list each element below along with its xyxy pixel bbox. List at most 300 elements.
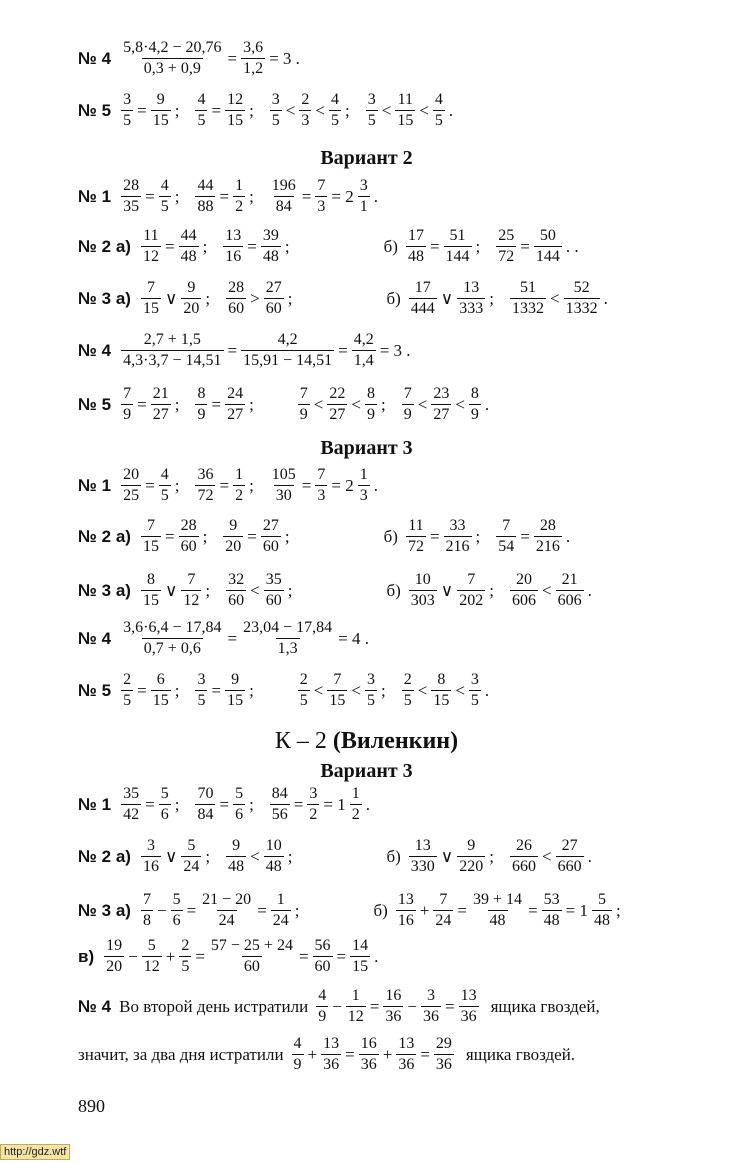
fraction-denominator: 1 [359, 198, 368, 215]
math-operator: . [484, 680, 490, 700]
fraction [195, 786, 215, 823]
fraction [270, 467, 298, 504]
fraction [395, 92, 415, 129]
fraction-numerator: 5 [147, 937, 156, 954]
fraction-numerator: 7 [403, 385, 412, 402]
fraction [209, 938, 295, 975]
heading-variant-3: Вариант 3 [320, 437, 413, 459]
fraction [104, 938, 124, 975]
fraction-numerator: 23 [433, 385, 450, 402]
fraction-denominator: 54 [498, 538, 515, 555]
math-operator: = 1 [323, 794, 346, 814]
math-operator: ∨ [164, 580, 178, 600]
fraction-numerator: 7 [299, 385, 308, 402]
fraction [179, 938, 191, 975]
fraction-numerator: 9 [156, 91, 165, 108]
fraction-numerator: 1 [359, 466, 368, 483]
math-operator: ; [489, 288, 494, 308]
fraction [350, 786, 362, 823]
math-operator: = 1 [565, 900, 588, 920]
text-fragment: б) [386, 288, 401, 308]
math-operator: . . [565, 236, 579, 256]
fraction [181, 838, 201, 875]
fraction [433, 892, 453, 929]
fraction-numerator: 44 [197, 177, 214, 194]
exercise-line [78, 1036, 581, 1073]
fraction-numerator: 56 [314, 937, 331, 954]
fraction [179, 518, 199, 555]
fraction-denominator: 15 [142, 538, 159, 555]
math-operator: = [369, 996, 380, 1016]
fraction [471, 892, 524, 929]
math-operator: = [457, 900, 468, 920]
fraction-denominator: 5 [123, 112, 132, 129]
heading-k2-prefix: К – 2 [274, 728, 327, 754]
math-operator: . [587, 846, 592, 866]
fraction-denominator: 2 [351, 806, 360, 823]
fraction [233, 786, 245, 823]
math-operator: = [336, 946, 347, 966]
math-operator: ; [174, 475, 180, 495]
fraction-denominator: 60 [228, 592, 245, 609]
fraction-numerator: 10 [265, 837, 282, 854]
fraction-denominator: 144 [535, 248, 560, 265]
fraction [171, 892, 183, 929]
math-operator: ; [287, 288, 293, 308]
fraction [592, 892, 612, 929]
fraction-numerator: 44 [180, 227, 197, 244]
fraction-numerator: 16 [360, 1035, 377, 1052]
fraction [225, 386, 245, 423]
fraction-denominator: 2 [235, 198, 244, 215]
fraction [358, 467, 370, 504]
math-operator: ; [380, 680, 386, 700]
fraction [457, 572, 485, 609]
fraction [121, 40, 223, 77]
fraction-denominator: 36 [385, 1008, 402, 1025]
exercise-line [78, 332, 413, 369]
math-operator: . [603, 288, 608, 308]
fraction-denominator: 60 [180, 538, 197, 555]
fraction-denominator: 36 [460, 1008, 477, 1025]
fraction [151, 672, 171, 709]
text-fragment: б) [373, 900, 388, 920]
math-operator: = [164, 526, 175, 546]
fraction-numerator: 22 [329, 385, 346, 402]
math-operator: < [455, 394, 465, 414]
exercise-line [78, 988, 606, 1025]
fraction-denominator: 20 [106, 958, 123, 975]
fraction [226, 838, 246, 875]
exercise-line [78, 518, 572, 555]
fraction [241, 332, 334, 369]
heading-variant-2: Вариант 2 [320, 147, 413, 169]
fraction-denominator: 27 [227, 406, 244, 423]
math-operator: = [227, 628, 238, 648]
fraction-numerator: 10 [414, 571, 431, 588]
exercise-line [78, 280, 610, 317]
math-operator: = [429, 236, 440, 256]
fraction [121, 92, 133, 129]
fraction [159, 467, 171, 504]
exercise-label: № 5 [78, 680, 112, 700]
math-operator: ; [202, 236, 208, 256]
exercise-label: № 2 а) [78, 236, 131, 256]
fraction [121, 386, 133, 423]
fraction-numerator: 7 [317, 466, 326, 483]
fraction-numerator: 7 [439, 891, 448, 908]
fraction-denominator: 12 [143, 958, 160, 975]
fraction [195, 92, 207, 129]
fraction-numerator: 11 [397, 91, 414, 108]
fraction-numerator: 36 [197, 466, 214, 483]
fraction [159, 178, 171, 215]
math-operator: − [128, 946, 138, 966]
fraction [141, 518, 161, 555]
fraction-numerator: 3,6 [243, 39, 264, 56]
fraction-numerator: 13 [463, 279, 480, 296]
math-operator: = [444, 996, 455, 1016]
fraction [534, 518, 562, 555]
fraction-denominator: 660 [557, 858, 582, 875]
math-operator: < [313, 394, 324, 414]
fraction [534, 228, 562, 265]
fraction [298, 672, 310, 709]
fraction-denominator: 36 [360, 1056, 377, 1073]
exercise-label: № 5 [78, 100, 112, 120]
fraction-numerator: 17 [407, 227, 424, 244]
fraction-denominator: 5 [160, 198, 169, 215]
math-operator: − [156, 900, 167, 920]
fraction [329, 92, 341, 129]
fraction [226, 280, 246, 317]
exercise-label: № 2 а) [78, 526, 131, 546]
fraction-numerator: 19 [106, 937, 123, 954]
fraction [406, 518, 426, 555]
fraction-denominator: 48 [489, 912, 506, 929]
fraction-denominator: 606 [557, 592, 582, 609]
exercise-line [78, 786, 372, 823]
math-operator: < [455, 680, 465, 700]
fraction-denominator: 3 [317, 198, 326, 215]
math-operator: ; [205, 846, 211, 866]
fraction [365, 386, 377, 423]
fraction [350, 938, 370, 975]
heading-variant-3-second: Вариант 3 [320, 760, 413, 782]
math-operator: = [227, 340, 238, 360]
fraction [270, 786, 290, 823]
exercise-line [78, 467, 380, 504]
fraction [383, 988, 403, 1025]
fraction-denominator: 9 [470, 406, 479, 423]
fraction-denominator: 84 [197, 806, 214, 823]
fraction-denominator: 48 [407, 248, 424, 265]
fraction-denominator: 27 [433, 406, 450, 423]
fraction-denominator: 6 [235, 806, 244, 823]
fraction [225, 92, 245, 129]
fraction-numerator: 27 [262, 517, 279, 534]
fraction [358, 178, 370, 215]
math-operator: . [484, 394, 490, 414]
fraction-numerator: 27 [561, 837, 578, 854]
fraction-numerator: 21 [152, 385, 169, 402]
fraction [313, 938, 333, 975]
math-operator: ; [202, 526, 208, 546]
math-operator: = [211, 394, 222, 414]
fraction [459, 988, 479, 1025]
fraction-numerator: 4 [330, 91, 339, 108]
fraction [457, 280, 485, 317]
math-operator: ∨ [440, 288, 454, 308]
fraction [270, 178, 298, 215]
fraction-denominator: 5 [434, 112, 443, 129]
fraction-denominator: 0,7 + 0,6 [143, 640, 201, 657]
fraction-denominator: 15 [227, 692, 244, 709]
fraction-denominator: 15 [142, 300, 159, 317]
fraction-numerator: 24 [227, 385, 244, 402]
fraction-denominator: 15 [329, 692, 346, 709]
fraction-denominator: 660 [511, 858, 536, 875]
math-operator: = [298, 946, 309, 966]
watermark-link[interactable]: http://gdz.wtf [0, 1144, 70, 1160]
math-operator: < [381, 100, 392, 120]
fraction [121, 178, 141, 215]
fraction-denominator: 0,3 + 0,9 [143, 60, 201, 77]
fraction [402, 386, 414, 423]
fraction-numerator: 21 − 20 [202, 891, 252, 908]
fraction-numerator: 70 [197, 785, 214, 802]
exercise-label: № 4 [78, 340, 112, 360]
math-operator: < [250, 580, 260, 600]
fraction-denominator: 48 [180, 248, 197, 265]
math-operator: = [257, 900, 267, 920]
fraction-numerator: 35 [265, 571, 282, 588]
fraction-numerator: 3 [271, 91, 280, 108]
fraction-numerator: 4 [293, 1035, 302, 1052]
fraction-numerator: 3 [123, 91, 132, 108]
text-fragment: ящика гвоздей, [490, 996, 600, 1016]
fraction-denominator: 72 [498, 248, 515, 265]
math-operator: ∨ [164, 846, 178, 866]
fraction [141, 892, 153, 929]
fraction [421, 988, 441, 1025]
exercise-label: № 4 [78, 996, 112, 1016]
math-operator: = [429, 526, 440, 546]
fraction-denominator: 15 [152, 112, 169, 129]
fraction-numerator: 3 [367, 91, 376, 108]
exercise-label: № 3 а) [78, 580, 131, 600]
fraction-denominator: 16 [225, 248, 242, 265]
text-fragment: значит, за два дня истратили [78, 1044, 284, 1064]
fraction [556, 572, 584, 609]
fraction-denominator: 15 [352, 958, 369, 975]
fraction-numerator: 35 [123, 785, 140, 802]
fraction [409, 838, 437, 875]
text-fragment: б) [386, 846, 401, 866]
fraction [241, 620, 334, 657]
fraction [315, 178, 327, 215]
fraction-denominator: 24 [272, 912, 289, 929]
fraction-denominator: 5 [470, 692, 479, 709]
fraction-numerator: 8 [366, 385, 375, 402]
fraction [264, 280, 284, 317]
fraction-denominator: 35 [123, 198, 140, 215]
fraction-numerator: 2 [299, 671, 308, 688]
fraction-numerator: 7 [123, 385, 132, 402]
fraction-denominator: 9 [403, 406, 412, 423]
exercise-line [78, 672, 491, 709]
fraction-denominator: 24 [435, 912, 452, 929]
fraction-denominator: 20 [183, 300, 200, 317]
exercise-label: № 2 а) [78, 846, 131, 866]
math-operator: . [374, 946, 379, 966]
fraction-numerator: 5 [187, 837, 196, 854]
math-operator: < [417, 394, 428, 414]
fraction [271, 892, 291, 929]
fraction-numerator: 51 [519, 279, 536, 296]
math-operator: + [307, 1044, 318, 1064]
fraction-denominator: 60 [262, 538, 279, 555]
math-operator: = [186, 900, 197, 920]
math-operator: − [407, 996, 417, 1016]
fraction-numerator: 2 [123, 671, 132, 688]
math-operator: + [382, 1044, 393, 1064]
fraction [151, 386, 171, 423]
fraction-denominator: 42 [123, 806, 140, 823]
fraction [496, 518, 516, 555]
fraction-denominator: 9 [197, 406, 206, 423]
fraction-denominator: 9 [299, 406, 308, 423]
fraction [321, 1036, 341, 1073]
math-operator: = [247, 526, 257, 546]
fraction-numerator: 8 [437, 671, 446, 688]
exercise-label: № 1 [78, 186, 112, 206]
fraction [396, 1036, 416, 1073]
fraction [241, 40, 265, 77]
fraction-numerator: 2 [403, 671, 412, 688]
fraction-numerator: 1 [235, 177, 244, 194]
fraction-denominator: 36 [323, 1056, 340, 1073]
fraction-numerator: 5,8·4,2 − 20,76 [123, 39, 222, 56]
math-operator: < [285, 100, 296, 120]
math-operator: . [587, 580, 592, 600]
fraction [433, 92, 445, 129]
fraction-numerator: 11 [143, 227, 159, 244]
math-operator: = [338, 340, 348, 360]
fraction-numerator: 7 [333, 671, 342, 688]
fraction-denominator: 16 [397, 912, 414, 929]
math-operator: < [313, 680, 324, 700]
math-operator: . [373, 186, 378, 206]
fraction-numerator: 7 [317, 177, 326, 194]
math-operator: = [301, 475, 312, 495]
fraction [142, 938, 162, 975]
fraction [434, 1036, 454, 1073]
math-operator: . [365, 794, 370, 814]
fraction-numerator: 17 [414, 279, 431, 296]
fraction [261, 518, 281, 555]
fraction [223, 228, 243, 265]
fraction-denominator: 9 [366, 406, 375, 423]
math-operator: < [541, 580, 552, 600]
fraction-denominator: 72 [197, 487, 214, 504]
math-operator: ; [294, 900, 300, 920]
fraction-numerator: 9 [232, 837, 241, 854]
math-operator: ; [249, 100, 254, 120]
fraction-denominator: 5 [181, 958, 190, 975]
fraction-numerator: 53 [543, 891, 560, 908]
fraction [141, 280, 161, 317]
fraction-denominator: 36 [422, 1008, 439, 1025]
exercise-line [78, 228, 581, 265]
math-operator: = [528, 900, 538, 920]
exercise-label: в) [78, 946, 95, 966]
fraction [261, 228, 281, 265]
fraction-denominator: 60 [243, 958, 260, 975]
fraction [270, 92, 282, 129]
fraction-numerator: 3 [366, 671, 375, 688]
fraction-numerator: 6 [156, 671, 165, 688]
fraction-denominator: 36 [398, 1056, 415, 1073]
math-operator: = 3 . [379, 340, 411, 360]
fraction-denominator: 1332 [565, 300, 598, 317]
math-operator: = 2 [331, 186, 354, 206]
fraction [359, 1036, 379, 1073]
fraction [195, 672, 207, 709]
fraction [121, 332, 223, 369]
fraction-numerator: 1 [351, 785, 360, 802]
fraction-numerator: 4 [318, 987, 327, 1004]
fraction [556, 838, 584, 875]
exercise-line [78, 40, 302, 77]
fraction-denominator: 6 [160, 806, 169, 823]
fraction-numerator: 13 [397, 891, 414, 908]
math-operator: = [211, 100, 222, 120]
fraction-numerator: 21 [561, 571, 578, 588]
fraction-denominator: 12 [183, 592, 200, 609]
math-operator: < [549, 288, 560, 308]
fraction [233, 467, 245, 504]
fraction [402, 672, 414, 709]
math-operator: = 3 . [269, 48, 300, 68]
fraction-denominator: 5 [403, 692, 412, 709]
math-operator: < [541, 846, 552, 866]
fraction-numerator: 13 [323, 1035, 340, 1052]
fraction-numerator: 25 [498, 227, 515, 244]
math-operator: = [145, 186, 155, 206]
fraction [233, 178, 245, 215]
fraction-numerator: 27 [265, 279, 282, 296]
fraction [225, 672, 245, 709]
math-operator: . [448, 100, 454, 120]
fraction-numerator: 4 [197, 91, 206, 108]
math-operator: ∨ [440, 580, 454, 600]
fraction-denominator: 15 [142, 592, 159, 609]
fraction-numerator: 28 [228, 279, 245, 296]
fraction-denominator: 48 [262, 248, 279, 265]
math-operator: = [137, 680, 147, 700]
heading-k2-author: (Виленкин) [332, 728, 459, 754]
fraction [510, 572, 538, 609]
fraction [141, 228, 161, 265]
fraction-denominator: 3 [359, 487, 368, 504]
fraction-denominator: 84 [275, 198, 292, 215]
fraction-numerator: 2,7 + 1,5 [143, 331, 201, 348]
math-operator: = [137, 394, 147, 414]
exercise-label: № 1 [78, 475, 112, 495]
math-operator: = [219, 186, 230, 206]
fraction-numerator: 2 [181, 937, 190, 954]
